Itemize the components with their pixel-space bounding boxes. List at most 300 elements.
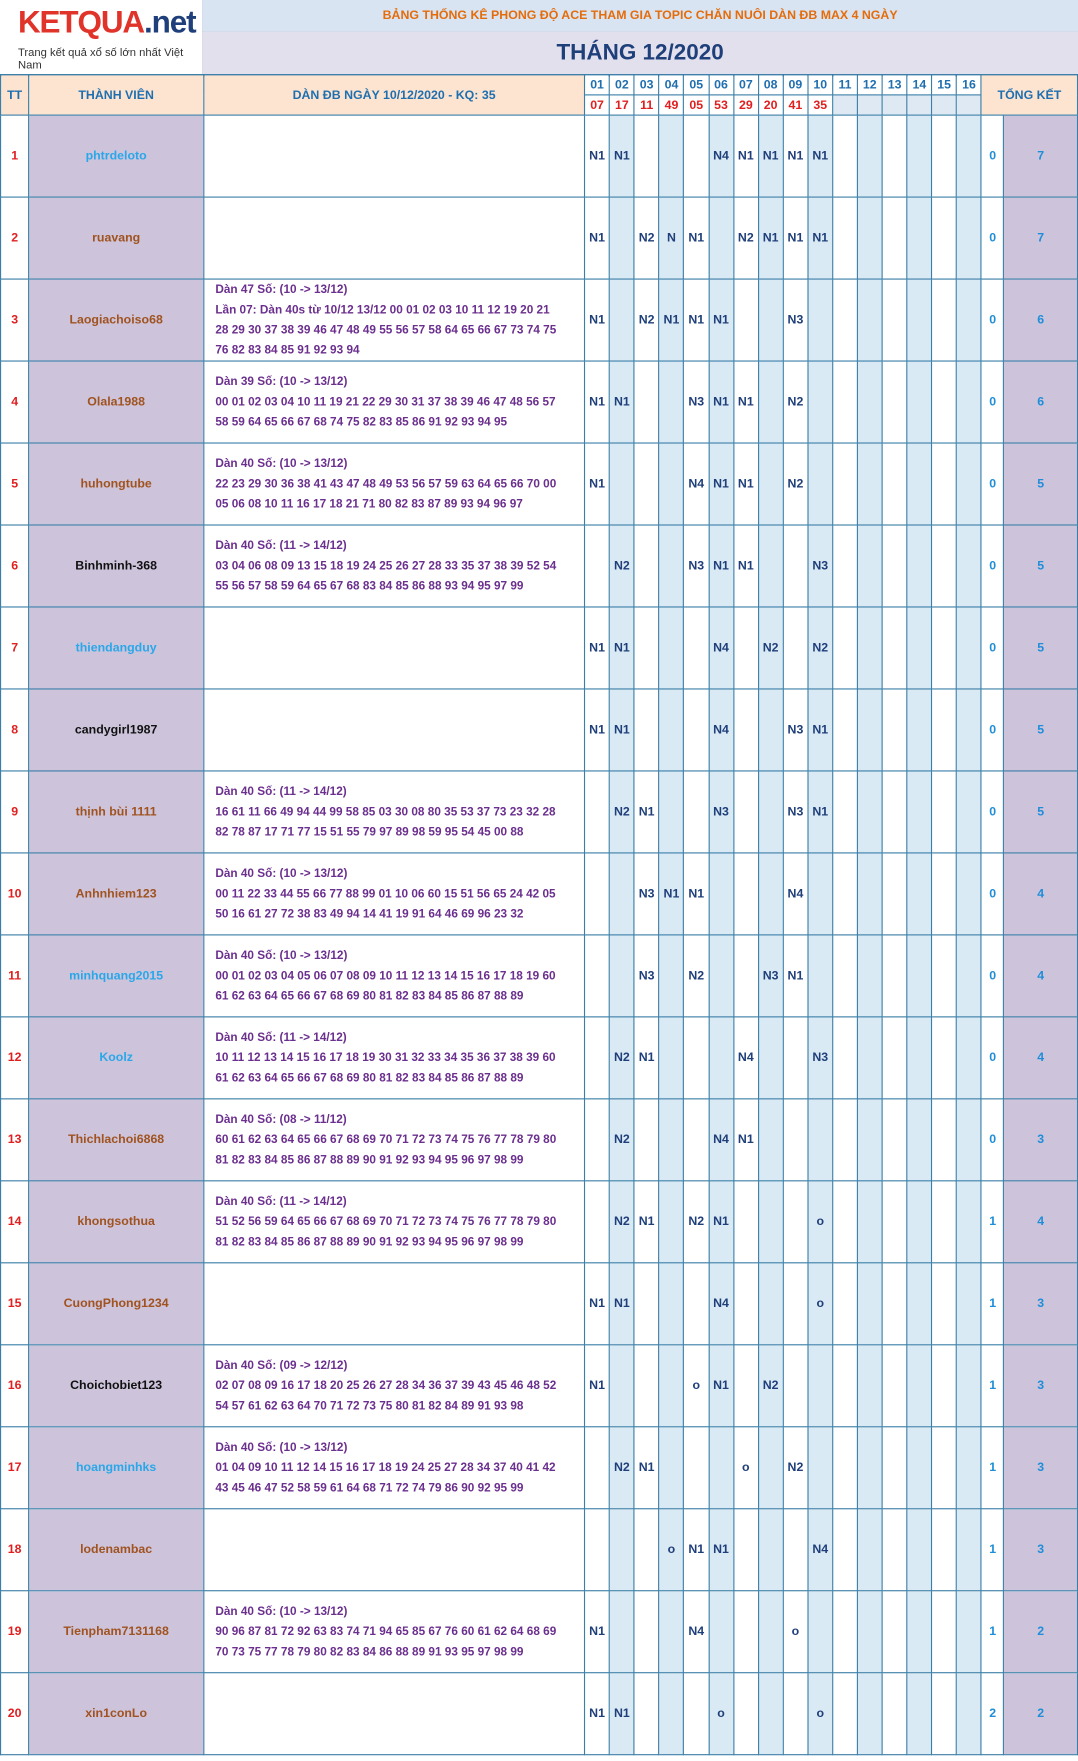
member-name[interactable]: Binhminh-368 [29, 525, 204, 607]
member-name[interactable]: Choichobiet123 [29, 1345, 204, 1427]
dan-line: Dàn 40 Số: (10 -> 13/12) [215, 948, 348, 963]
day-cell-12 [857, 1263, 882, 1345]
table-row [1, 1509, 1078, 1591]
day-cell-16 [957, 115, 982, 197]
day-cell-12 [857, 1509, 882, 1591]
member-rows [1, 115, 1078, 1755]
dan-cell [204, 1181, 585, 1263]
day-cell-07 [733, 279, 758, 361]
day-cell-16 [957, 689, 982, 771]
day-cell-06: N4 [709, 607, 734, 689]
day-cell-11 [833, 1345, 858, 1427]
member-name[interactable]: lodenambac [29, 1509, 204, 1591]
day-cell-15 [932, 1017, 957, 1099]
day-cell-16 [957, 1509, 982, 1591]
member-name[interactable]: thiendangduy [29, 607, 204, 689]
day-cell-10: N1 [808, 771, 833, 853]
day-cell-13 [882, 279, 907, 361]
member-name[interactable]: Thichlachoi6868 [29, 1099, 204, 1181]
row-number: 15 [1, 1263, 29, 1345]
dan-line: 05 06 08 10 11 16 17 18 21 71 80 82 83 87 89 93 94 96 97 [215, 497, 523, 511]
day-header-09: 09 [783, 75, 808, 95]
summary-hits: 0 [981, 443, 1004, 525]
day-cell-12 [857, 115, 882, 197]
day-cell-03 [634, 1345, 659, 1427]
day-cell-09 [783, 1673, 808, 1755]
day-cell-16 [957, 607, 982, 689]
summary-hits: 1 [981, 1509, 1004, 1591]
day-cell-06: N1 [709, 279, 734, 361]
result-day-05: 05 [684, 95, 709, 115]
day-cell-04 [659, 935, 684, 1017]
day-cell-03 [634, 1509, 659, 1591]
day-cell-08 [758, 1017, 783, 1099]
day-cell-09 [783, 525, 808, 607]
day-cell-02: N2 [609, 771, 634, 853]
day-cell-12 [857, 1673, 882, 1755]
day-cell-05 [684, 1673, 709, 1755]
day-cell-16 [957, 1591, 982, 1673]
member-name[interactable]: minhquang2015 [29, 935, 204, 1017]
row-number: 19 [1, 1591, 29, 1673]
dan-line: Dàn 40 Số: (10 -> 13/12) [215, 1604, 348, 1619]
summary-total: 7 [1004, 115, 1078, 197]
day-header-11: 11 [833, 75, 858, 95]
day-cell-08 [758, 279, 783, 361]
ketqua-logo[interactable] [0, 0, 203, 76]
day-header-03: 03 [634, 75, 659, 95]
day-cell-14 [907, 197, 932, 279]
day-cell-03 [634, 443, 659, 525]
summary-hits: 0 [981, 1017, 1004, 1099]
day-cell-16 [957, 197, 982, 279]
day-cell-11 [833, 443, 858, 525]
day-cell-14 [907, 1263, 932, 1345]
dan-cell [204, 1263, 585, 1345]
day-cell-01: N1 [585, 607, 610, 689]
day-cell-07: N1 [733, 361, 758, 443]
dan-cell [204, 689, 585, 771]
month-title: THÁNG 12/2020 [202, 31, 1078, 76]
result-day-03: 11 [634, 95, 659, 115]
summary-hits: 0 [981, 689, 1004, 771]
day-cell-07 [733, 1181, 758, 1263]
member-name[interactable]: Olala1988 [29, 361, 204, 443]
day-cell-09: N1 [783, 197, 808, 279]
dan-cell [204, 361, 585, 443]
day-cell-03: N1 [634, 1181, 659, 1263]
day-cell-08 [758, 1427, 783, 1509]
day-cell-07 [733, 853, 758, 935]
row-number: 9 [1, 771, 29, 853]
day-cell-11 [833, 279, 858, 361]
day-cell-13 [882, 197, 907, 279]
day-cell-12 [857, 1591, 882, 1673]
day-cell-01: N1 [585, 1345, 610, 1427]
result-day-01: 07 [585, 95, 610, 115]
day-cell-14 [907, 1427, 932, 1509]
day-cell-08 [758, 1673, 783, 1755]
day-cell-13 [882, 1427, 907, 1509]
result-day-10: 35 [808, 95, 833, 115]
dan-cell [204, 197, 585, 279]
day-cell-12 [857, 525, 882, 607]
sheet-banner: BẢNG THỐNG KÊ PHONG ĐỘ ACE THAM GIA TOPIC CHĂN NUÔI DÀN ĐB MAX 4 NGÀY [202, 0, 1078, 33]
day-cell-14 [907, 1591, 932, 1673]
day-cell-11 [833, 115, 858, 197]
dan-line: 70 73 75 77 78 79 80 82 83 84 86 88 89 91 93 95 97 98 99 [215, 1645, 524, 1659]
dan-line: 03 04 06 08 09 13 15 18 19 24 25 26 27 28 33 35 37 38 39 52 54 [215, 559, 557, 573]
day-cell-14 [907, 1181, 932, 1263]
member-name[interactable]: khongsothua [29, 1181, 204, 1263]
day-cell-10 [808, 1099, 833, 1181]
day-cell-06: N4 [709, 115, 734, 197]
day-cell-11 [833, 935, 858, 1017]
day-cell-08: N3 [758, 935, 783, 1017]
header-dan: DÀN ĐB NGÀY 10/12/2020 - KQ: 35 [204, 75, 585, 115]
day-cell-04 [659, 115, 684, 197]
day-cell-14 [907, 771, 932, 853]
day-cell-14 [907, 1017, 932, 1099]
table-row [1, 1427, 1078, 1509]
dan-line: 60 61 62 63 64 65 66 67 68 69 70 71 72 73 74 75 76 77 78 79 80 [215, 1133, 557, 1147]
day-header-07: 07 [733, 75, 758, 95]
summary-hits: 1 [981, 1181, 1004, 1263]
day-header-16: 16 [957, 75, 982, 95]
day-cell-11 [833, 1673, 858, 1755]
summary-total: 3 [1004, 1427, 1078, 1509]
day-cell-07: N2 [733, 197, 758, 279]
day-cell-03 [634, 115, 659, 197]
day-cell-16 [957, 361, 982, 443]
table-row [1, 935, 1078, 1017]
day-cell-07 [733, 1509, 758, 1591]
day-cell-06 [709, 1017, 734, 1099]
table-row [1, 1345, 1078, 1427]
day-cell-06: N1 [709, 1345, 734, 1427]
day-cell-03 [634, 1673, 659, 1755]
day-cell-13 [882, 1263, 907, 1345]
day-header-04: 04 [659, 75, 684, 95]
day-cell-07: N1 [733, 525, 758, 607]
day-cell-14 [907, 361, 932, 443]
day-cell-05 [684, 1099, 709, 1181]
dan-line: Dàn 40 Số: (09 -> 12/12) [215, 1358, 348, 1373]
day-cell-07 [733, 935, 758, 1017]
result-day-04: 49 [659, 95, 684, 115]
day-cell-06: N4 [709, 1099, 734, 1181]
day-cell-03: N1 [634, 771, 659, 853]
summary-total: 3 [1004, 1263, 1078, 1345]
dan-line: 50 16 61 27 72 38 83 49 94 14 41 19 91 64 46 69 96 23 32 [215, 907, 524, 921]
day-cell-10 [808, 361, 833, 443]
member-name[interactable]: hoangminhks [29, 1427, 204, 1509]
day-cell-13 [882, 361, 907, 443]
day-cell-14 [907, 1099, 932, 1181]
day-cell-10 [808, 279, 833, 361]
day-cell-05: N4 [684, 443, 709, 525]
day-cell-11 [833, 1099, 858, 1181]
dan-cell [204, 1673, 585, 1755]
member-name[interactable]: thịnh bùi 1111 [29, 771, 204, 853]
row-number: 20 [1, 1673, 29, 1755]
day-cell-15 [932, 853, 957, 935]
day-cell-15 [932, 197, 957, 279]
summary-total: 5 [1004, 443, 1078, 525]
day-cell-04 [659, 361, 684, 443]
day-cell-04 [659, 1181, 684, 1263]
result-day-07: 29 [733, 95, 758, 115]
day-cell-10: N2 [808, 607, 833, 689]
day-cell-04: o [659, 1509, 684, 1591]
day-cell-05: N3 [684, 361, 709, 443]
header-summary: TỔNG KẾT [981, 75, 1077, 115]
day-cell-02: N1 [609, 607, 634, 689]
dan-line: 02 07 08 09 16 17 18 20 25 26 27 28 34 36 37 39 43 45 46 48 52 [215, 1379, 557, 1393]
day-cell-02 [609, 443, 634, 525]
day-cell-09: N1 [783, 935, 808, 1017]
summary-hits: 0 [981, 525, 1004, 607]
day-cell-12 [857, 361, 882, 443]
day-cell-02: N1 [609, 1673, 634, 1755]
member-name[interactable]: phtrdeloto [29, 115, 204, 197]
row-number: 11 [1, 935, 29, 1017]
day-cell-12 [857, 853, 882, 935]
day-cell-15 [932, 1099, 957, 1181]
dan-line: Dàn 40 Số: (11 -> 14/12) [215, 1030, 347, 1045]
dan-line: 81 82 83 84 85 86 87 88 89 90 91 92 93 94 95 96 97 98 99 [215, 1153, 524, 1167]
day-cell-16 [957, 1427, 982, 1509]
day-cell-01 [585, 1427, 610, 1509]
day-cell-15 [932, 689, 957, 771]
day-cell-09: N3 [783, 689, 808, 771]
table-row [1, 771, 1078, 853]
day-cell-10 [808, 443, 833, 525]
summary-hits: 0 [981, 279, 1004, 361]
day-cell-14 [907, 853, 932, 935]
day-cell-15 [932, 771, 957, 853]
day-cell-03 [634, 1591, 659, 1673]
day-cell-06: N1 [709, 361, 734, 443]
row-number: 18 [1, 1509, 29, 1591]
dan-line: Dàn 47 Số: (10 -> 13/12) [215, 282, 348, 297]
day-cell-12 [857, 1181, 882, 1263]
day-cell-09: o [783, 1591, 808, 1673]
day-cell-07 [733, 1345, 758, 1427]
day-cell-02: N1 [609, 361, 634, 443]
day-cell-11 [833, 853, 858, 935]
day-cell-10: o [808, 1181, 833, 1263]
day-cell-16 [957, 935, 982, 1017]
dan-cell [204, 771, 585, 853]
day-header-row [1, 75, 1078, 95]
summary-hits: 0 [981, 607, 1004, 689]
day-cell-05: N4 [684, 1591, 709, 1673]
member-name[interactable]: candygirl1987 [29, 689, 204, 771]
day-cell-16 [957, 1181, 982, 1263]
day-cell-01: N1 [585, 279, 610, 361]
day-cell-04 [659, 1345, 684, 1427]
day-cell-01 [585, 1099, 610, 1181]
dan-line: Dàn 40 Số: (11 -> 14/12) [215, 1194, 347, 1209]
member-name[interactable]: Koolz [29, 1017, 204, 1099]
day-cell-15 [932, 279, 957, 361]
dan-cell [204, 1509, 585, 1591]
day-cell-15 [932, 1509, 957, 1591]
day-cell-14 [907, 1509, 932, 1591]
day-cell-11 [833, 1509, 858, 1591]
day-cell-05 [684, 607, 709, 689]
day-cell-13 [882, 1099, 907, 1181]
header-tt: TT [1, 75, 29, 115]
day-cell-13 [882, 1181, 907, 1263]
day-cell-13 [882, 689, 907, 771]
day-cell-12 [857, 689, 882, 771]
day-cell-14 [907, 279, 932, 361]
member-name[interactable]: huhongtube [29, 443, 204, 525]
summary-hits: 0 [981, 935, 1004, 1017]
day-cell-09 [783, 1017, 808, 1099]
day-cell-12 [857, 1345, 882, 1427]
day-cell-01: N1 [585, 197, 610, 279]
table-row [1, 1017, 1078, 1099]
day-cell-09: N3 [783, 771, 808, 853]
day-cell-02: N2 [609, 1181, 634, 1263]
result-day-02: 17 [609, 95, 634, 115]
day-cell-02: N1 [609, 689, 634, 771]
day-cell-10: N1 [808, 197, 833, 279]
day-cell-11 [833, 771, 858, 853]
day-cell-09 [783, 1509, 808, 1591]
day-cell-05: o [684, 1345, 709, 1427]
day-cell-11 [833, 1017, 858, 1099]
dan-line: Dàn 40 Số: (10 -> 13/12) [215, 457, 348, 471]
day-cell-02: N2 [609, 1017, 634, 1099]
member-name[interactable]: CuongPhong1234 [29, 1263, 204, 1345]
dan-cell [204, 935, 585, 1017]
day-cell-05 [684, 1427, 709, 1509]
dan-line: 01 04 09 10 11 12 14 15 16 17 18 19 24 25 27 28 34 37 40 41 42 [215, 1461, 556, 1475]
day-cell-11 [833, 1181, 858, 1263]
dan-line: 61 62 63 64 65 66 67 68 69 80 81 82 83 84 85 86 87 88 89 [215, 989, 524, 1003]
summary-hits: 0 [981, 1099, 1004, 1181]
member-name[interactable]: Anhnhiem123 [29, 853, 204, 935]
day-cell-01: N1 [585, 1673, 610, 1755]
summary-total: 6 [1004, 361, 1078, 443]
day-cell-03: N1 [634, 1427, 659, 1509]
day-cell-10 [808, 1345, 833, 1427]
day-cell-08 [758, 525, 783, 607]
day-cell-10 [808, 1427, 833, 1509]
day-cell-08 [758, 1263, 783, 1345]
result-day-11 [833, 95, 858, 115]
day-cell-12 [857, 607, 882, 689]
day-cell-02 [609, 197, 634, 279]
summary-hits: 1 [981, 1345, 1004, 1427]
summary-total: 7 [1004, 197, 1078, 279]
day-cell-05: N1 [684, 279, 709, 361]
row-number: 16 [1, 1345, 29, 1427]
summary-hits: 0 [981, 115, 1004, 197]
day-cell-15 [932, 1263, 957, 1345]
day-cell-10: N3 [808, 525, 833, 607]
summary-hits: 0 [981, 853, 1004, 935]
day-cell-03: N2 [634, 197, 659, 279]
day-cell-13 [882, 1345, 907, 1427]
day-cell-02: N2 [609, 1099, 634, 1181]
day-cell-15 [932, 443, 957, 525]
day-cell-05: N2 [684, 935, 709, 1017]
day-cell-07 [733, 771, 758, 853]
day-cell-13 [882, 115, 907, 197]
member-name[interactable]: xin1conLo [29, 1673, 204, 1755]
day-cell-04 [659, 1099, 684, 1181]
day-cell-13 [882, 853, 907, 935]
day-cell-16 [957, 853, 982, 935]
dan-line: 43 45 46 47 52 58 59 61 64 68 71 72 74 79 86 90 92 95 99 [215, 1481, 524, 1495]
day-cell-03 [634, 1263, 659, 1345]
day-cell-15 [932, 1345, 957, 1427]
day-cell-13 [882, 1017, 907, 1099]
day-cell-15 [932, 361, 957, 443]
table-row [1, 1673, 1078, 1755]
member-name[interactable]: Tienpham7131168 [29, 1591, 204, 1673]
day-cell-01 [585, 935, 610, 1017]
day-cell-13 [882, 607, 907, 689]
day-cell-16 [957, 1673, 982, 1755]
day-cell-16 [957, 1099, 982, 1181]
table-row [1, 1263, 1078, 1345]
summary-total: 4 [1004, 935, 1078, 1017]
day-cell-01: N1 [585, 1263, 610, 1345]
day-cell-16 [957, 1345, 982, 1427]
day-cell-11 [833, 689, 858, 771]
day-cell-06: N1 [709, 443, 734, 525]
day-cell-09 [783, 1181, 808, 1263]
day-cell-12 [857, 1017, 882, 1099]
row-number: 3 [1, 279, 29, 361]
summary-total: 5 [1004, 689, 1078, 771]
day-cell-02: N1 [609, 115, 634, 197]
day-cell-02 [609, 1345, 634, 1427]
day-cell-10: o [808, 1673, 833, 1755]
day-cell-09: N2 [783, 443, 808, 525]
row-number: 6 [1, 525, 29, 607]
result-day-09: 41 [783, 95, 808, 115]
dan-line: 55 56 57 58 59 64 65 67 68 83 84 85 86 88 93 94 95 97 99 [215, 579, 524, 593]
summary-hits: 1 [981, 1427, 1004, 1509]
summary-total: 4 [1004, 1181, 1078, 1263]
day-cell-11 [833, 1263, 858, 1345]
day-cell-02 [609, 1591, 634, 1673]
dan-cell [204, 443, 585, 525]
dan-line: 10 11 12 13 14 15 16 17 18 19 30 31 32 33 34 35 36 37 38 39 60 [215, 1051, 556, 1065]
row-number: 12 [1, 1017, 29, 1099]
summary-total: 2 [1004, 1673, 1078, 1755]
dan-line: 90 96 87 81 72 92 63 83 74 71 94 65 85 67 76 60 61 62 64 68 69 [215, 1624, 557, 1639]
member-name[interactable]: Laogiachoiso68 [29, 279, 204, 361]
dan-line: Dàn 40 Số: (10 -> 13/12) [215, 866, 348, 881]
day-cell-05 [684, 771, 709, 853]
dan-line: 00 11 22 33 44 55 66 77 88 99 01 10 06 60 15 51 56 65 24 42 05 [215, 887, 556, 901]
member-name[interactable]: ruavang [29, 197, 204, 279]
table-row [1, 115, 1078, 197]
day-cell-11 [833, 1591, 858, 1673]
day-cell-04: N1 [659, 853, 684, 935]
summary-total: 3 [1004, 1345, 1078, 1427]
day-cell-01 [585, 1509, 610, 1591]
row-number: 4 [1, 361, 29, 443]
